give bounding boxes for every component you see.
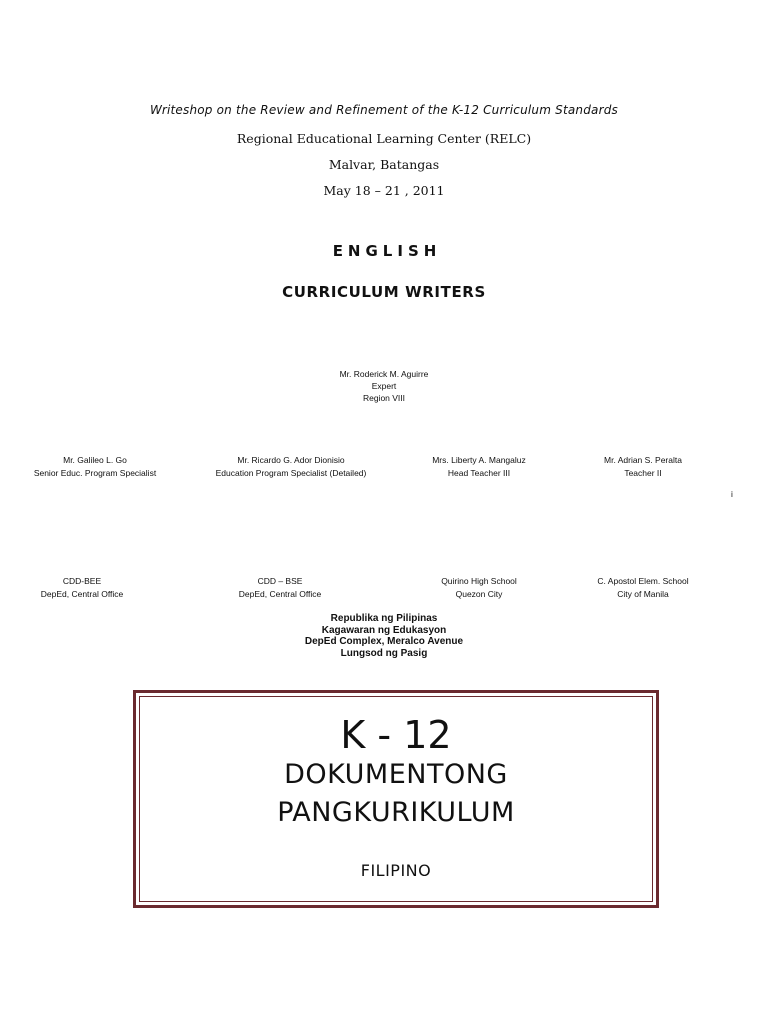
writer-office: Quirino High School: [441, 576, 517, 586]
writer-title: Teacher II: [624, 467, 662, 478]
cover-subject: FILIPINO: [360, 861, 432, 880]
cover-doc-line-1: DOKUMENTONG: [284, 759, 508, 790]
curriculum-writers-title: CURRICULUM WRITERS: [282, 283, 486, 301]
cover-doc-line-2: PANGKURIKULUM: [277, 797, 515, 828]
writer-4-block: [548, 454, 738, 479]
writer-org: Quezon City: [455, 588, 503, 599]
writer-title: Education Program Specialist (Detailed): [215, 467, 367, 478]
writer-title: Senior Educ. Program Specialist: [33, 467, 157, 478]
writer-org: DepEd, Central Office: [238, 588, 322, 599]
writer-3-office-block: [384, 575, 574, 600]
subject-title: ENGLISH: [332, 242, 442, 260]
writer-office: CDD – BSE: [257, 576, 303, 586]
cover-box: [133, 690, 659, 908]
writer-name: Mrs. Liberty A. Mangaluz: [432, 455, 526, 465]
expert-name: Mr. Roderick M. Aguirre: [339, 369, 429, 379]
writer-org: DepEd, Central Office: [40, 588, 124, 599]
writer-office: CDD-BEE: [62, 576, 102, 586]
page-marker: i: [731, 489, 733, 499]
learning-center: Regional Educational Learning Center (RELC): [236, 131, 532, 146]
address-line-1: Republika ng Pilipinas: [330, 613, 438, 624]
writer-2-office-block: [185, 575, 375, 600]
writer-2-block: [196, 454, 386, 479]
writer-name: Mr. Ricardo G. Ador Dionisio: [237, 455, 345, 465]
location: Malvar, Batangas: [328, 157, 440, 172]
expert-role: Expert: [371, 381, 397, 391]
writer-office: C. Apostol Elem. School: [597, 576, 689, 586]
address-line-3: DepEd Complex, Meralco Avenue: [304, 636, 464, 647]
writer-org: City of Manila: [617, 588, 669, 599]
event-date: May 18 – 21 , 2011: [323, 183, 445, 198]
cover-grade: K - 12: [340, 713, 452, 757]
writer-title: Head Teacher III: [447, 467, 511, 478]
writer-name: Mr. Adrian S. Peralta: [604, 455, 682, 465]
writer-3-block: [384, 454, 574, 479]
writer-1-office-block: [0, 575, 177, 600]
address-line-4: Lungsod ng Pasig: [340, 648, 428, 659]
writer-1-block: [0, 454, 190, 479]
writer-name: Mr. Galileo L. Go: [63, 455, 127, 465]
address-line-2: Kagawaran ng Edukasyon: [321, 625, 447, 636]
writer-4-office-block: [548, 575, 738, 600]
writeshop-title: Writeshop on the Review and Refinement of the K-12 Curriculum Standards: [150, 103, 618, 117]
expert-region: Region VIII: [362, 393, 406, 403]
